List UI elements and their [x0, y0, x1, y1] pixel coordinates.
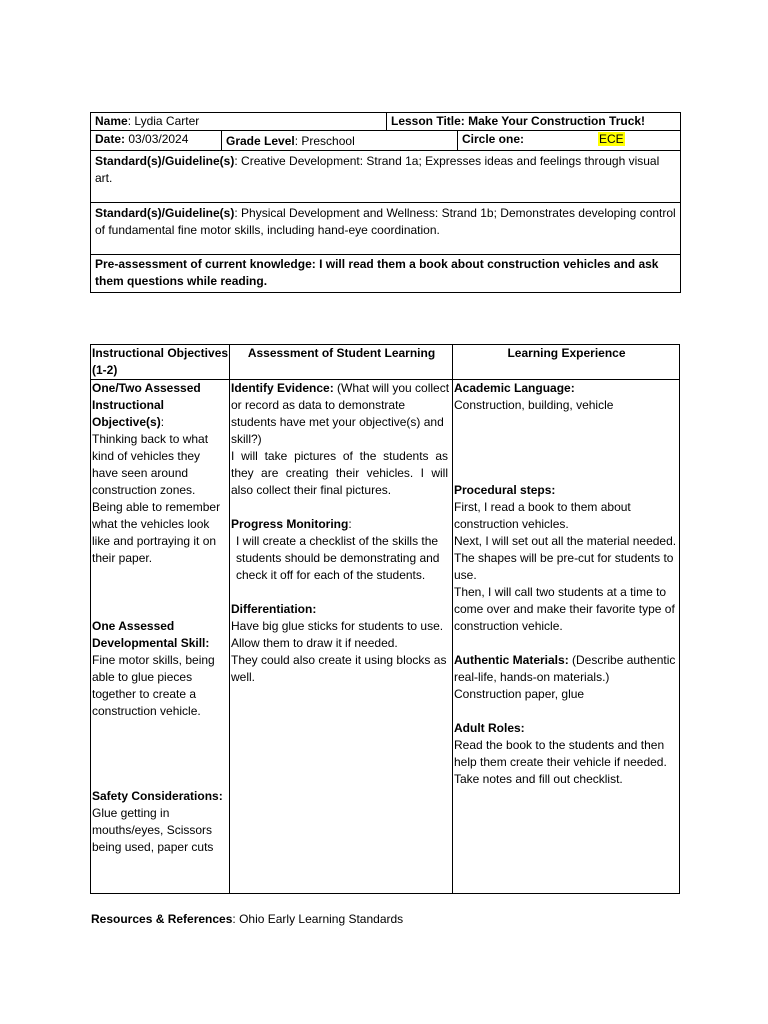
evidence-heading: Identify Evidence:	[231, 381, 334, 395]
date-label: Date:	[95, 132, 126, 146]
assessment-cell: Identify Evidence: (What will you collect or record as data to demonstrate students have met your objective(s) and skill?) I will take pictures of the students as they are creating their vehicles. I will also collect their final pictures. Progress Monitoring: I will create a checklist of the skills the students should be demonstrating and check it off for each of the students. Differentiation: Have big glue sticks for students to use. Allow them to draw it if needed. They could also create it using blocks as well.	[230, 380, 453, 894]
progress-monitoring-heading: Progress Monitoring	[231, 517, 349, 531]
developmental-skill-heading: One Assessed Developmental Skill:	[92, 619, 210, 650]
academic-language-text: Construction, building, vehicle	[454, 398, 614, 412]
preassessment-cell	[91, 255, 681, 293]
differentiation-item: They could also create it using blocks as well.	[231, 653, 447, 684]
procedural-steps-heading: Procedural steps:	[454, 483, 556, 497]
safety-text: Glue getting in mouths/eyes, Scissors being used, paper cuts	[92, 806, 214, 854]
procedural-step: Next, I will set out all the material needed. The shapes will be pre-cut for students to use.	[454, 534, 677, 582]
standard-1-label: Standard(s)/Guideline(s)	[95, 154, 235, 168]
circle-value-highlight: ECE	[599, 132, 624, 146]
date-value: 03/03/2024	[125, 132, 189, 146]
resources-value: : Ohio Early Learning Standards	[232, 912, 404, 926]
name-value: : Lydia Carter	[127, 114, 200, 128]
experience-cell	[453, 380, 680, 894]
standard-2-label: Standard(s)/Guideline(s)	[95, 206, 235, 220]
authentic-materials-heading: Authentic Materials:	[454, 653, 569, 667]
grade-value: : Preschool	[294, 134, 355, 148]
column-header-assessment: Assessment of Student Learning	[230, 345, 453, 380]
differentiation-item: Have big glue sticks for students to use.	[231, 619, 444, 633]
adult-roles-heading: Adult Roles:	[454, 721, 525, 735]
standard-2-value: : Physical Development and Wellness: Strand 1b; Demonstrates developing control of fundamental fine motor skills, including hand-eye coordination.	[95, 206, 676, 237]
differentiation-heading: Differentiation:	[231, 602, 317, 616]
standard-2-cell	[91, 203, 681, 255]
column-header-objectives: Instructional Objectives (1-2)	[91, 345, 230, 380]
academic-language-heading: Academic Language:	[454, 381, 575, 395]
assessed-objectives-text: Thinking back to what kind of vehicles they have seen around construction zones. Being able to remember what the vehicles look like and portraying it on their paper.	[92, 432, 221, 565]
lesson-title-cell	[387, 113, 681, 131]
objectives-cell: One/Two Assessed Instructional Objective(s): Thinking back to what kind of vehicles they have seen around construction zones. Being able to remember what the vehicles look like and portraying it on their paper. One Assessed Developmental Skill: Fine motor skills, being able to glue pieces together to create a construction vehicle. Safety Considerations: Glue getting in mouths/eyes, Scissors being used, paper cuts	[91, 380, 230, 894]
procedural-step: First, I read a book to them about construction vehicles.	[454, 500, 631, 531]
circle-label: Circle one:	[462, 132, 525, 146]
authentic-materials-text: Construction paper, glue	[454, 687, 585, 701]
date-cell	[91, 131, 222, 151]
name-cell	[91, 113, 387, 131]
lesson-title: Lesson Title: Make Your Construction Truck!	[391, 114, 646, 128]
column-header-experience: Learning Experience	[453, 345, 680, 380]
progress-monitoring-text: I will create a checklist of the skills the students should be demonstrating and check it off for each of the students.	[236, 534, 440, 582]
authentic-materials-prompt: (Describe authentic real-life, hands-on materials.)	[454, 653, 676, 684]
standard-1-cell	[91, 151, 681, 203]
safety-heading: Safety Considerations:	[92, 789, 223, 803]
procedural-step: Then, I will call two students at a time to come over and make their favorite type of construction vehicle.	[454, 585, 675, 633]
adult-roles-text: Read the book to the students and then help them create their vehicle if needed. Take notes and fill out checklist.	[454, 738, 667, 786]
resources-references	[91, 911, 403, 928]
differentiation-item: Allow them to draw it if needed.	[231, 636, 398, 650]
lesson-header-table	[90, 112, 681, 293]
standard-1-value: : Creative Development: Strand 1a; Expresses ideas and feelings through visual art.	[95, 154, 660, 185]
developmental-skill-text: Fine motor skills, being able to glue pieces together to create a construction vehicle.	[92, 653, 215, 718]
lesson-plan-table	[90, 344, 680, 894]
assessed-objectives-heading: One/Two Assessed Instructional Objective(s)	[92, 381, 201, 429]
grade-label: Grade Level	[226, 134, 295, 148]
preassessment-text: Pre-assessment of current knowledge: I will read them a book about construction vehicles and ask them questions while reading.	[95, 257, 659, 288]
circle-cell	[458, 131, 681, 151]
evidence-prompt: (What will you collect or record as data to demonstrate students have met your objective(s) and skill?)	[231, 381, 450, 446]
name-label: Name	[95, 114, 128, 128]
resources-label: Resources & References	[91, 912, 233, 926]
evidence-text: I will take pictures of the students as they are creating their vehicles. I will also collect their final pictures.	[231, 449, 448, 497]
grade-cell	[222, 131, 458, 151]
